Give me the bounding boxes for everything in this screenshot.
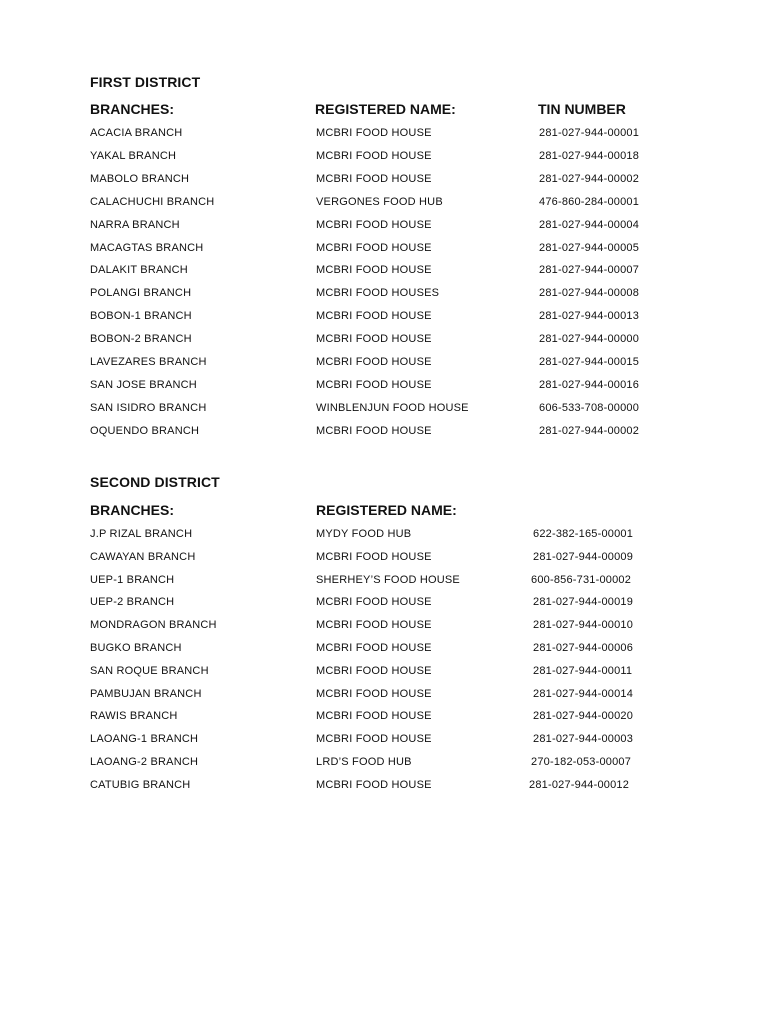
registered-name-cell: MCBRI FOOD HOUSE xyxy=(316,333,432,346)
table-row xyxy=(0,150,768,172)
tin-cell: 281-027-944-00006 xyxy=(533,642,634,654)
branch-cell: SAN ROQUE BRANCH xyxy=(90,664,209,677)
table-row xyxy=(0,779,768,801)
tin-cell: 281-027-944-00016 xyxy=(539,378,640,391)
registered-name-cell: MCBRI FOOD HOUSE xyxy=(316,619,432,632)
tin-cell: 600-856-731-00002 xyxy=(531,573,632,586)
registered-name-cell: WINBLENJUN FOOD HOUSE xyxy=(316,401,469,414)
table-row xyxy=(0,379,768,401)
tin-cell: 281-027-944-00013 xyxy=(539,310,640,323)
table-row xyxy=(0,425,768,447)
table-row xyxy=(0,619,768,641)
registered-name-cell: MCBRI FOOD HOUSE xyxy=(316,149,432,162)
tin-cell: 281-027-944-00010 xyxy=(533,619,634,632)
registered-name-cell: VERGONES FOOD HUB xyxy=(316,195,443,208)
registered-name-cell: MCBRI FOOD HOUSE xyxy=(316,127,432,139)
registered-name-cell: MCBRI FOOD HOUSE xyxy=(316,733,432,746)
branch-cell: CAWAYAN BRANCH xyxy=(90,550,196,563)
table-row xyxy=(0,219,768,241)
table-row xyxy=(0,310,768,332)
registered-name-cell: MYDY FOOD HUB xyxy=(316,528,412,540)
tin-cell: 281-027-944-00004 xyxy=(539,218,640,231)
registered-name-cell: MCBRI FOOD HOUSE xyxy=(316,218,432,231)
table-row xyxy=(0,264,768,286)
table-row xyxy=(0,127,768,149)
table-row xyxy=(0,574,768,596)
first-district-title: FIRST DISTRICT xyxy=(90,74,201,90)
registered-name-cell: MCBRI FOOD HOUSE xyxy=(316,550,432,563)
registered-name-cell: MCBRI FOOD HOUSE xyxy=(316,310,432,323)
branch-cell: SAN JOSE BRANCH xyxy=(90,378,197,391)
branch-cell: BUGKO BRANCH xyxy=(90,642,182,654)
tin-cell: 281-027-944-00002 xyxy=(539,172,640,185)
branch-cell: MONDRAGON BRANCH xyxy=(90,619,217,632)
table-row xyxy=(0,642,768,664)
branch-cell: MABOLO BRANCH xyxy=(90,172,190,185)
second-district-title: SECOND DISTRICT xyxy=(90,474,220,490)
registered-name-cell: LRD’S FOOD HUB xyxy=(316,756,412,768)
table-row xyxy=(0,196,768,218)
registered-name-cell: MCBRI FOOD HOUSE xyxy=(316,778,432,791)
table-row xyxy=(0,688,768,710)
tin-cell: 281-027-944-00020 xyxy=(533,710,634,723)
registered-name-cell: MCBRI FOOD HOUSE xyxy=(316,356,432,368)
registered-name-cell: MCBRI FOOD HOUSE xyxy=(316,172,432,185)
registered-name-cell: MCBRI FOOD HOUSE xyxy=(316,264,432,277)
tin-cell: 281-027-944-00008 xyxy=(539,287,640,300)
first-district-registered-name-header: REGISTERED NAME: xyxy=(315,101,456,117)
tin-cell: 281-027-944-00011 xyxy=(533,664,633,677)
registered-name-cell: MCBRI FOOD HOUSE xyxy=(316,642,432,654)
tin-cell: 281-027-944-00009 xyxy=(533,550,634,563)
tin-cell: 281-027-944-00015 xyxy=(539,356,640,368)
branch-cell: PAMBUJAN BRANCH xyxy=(90,687,202,700)
tin-cell: 606-533-708-00000 xyxy=(539,401,640,414)
registered-name-cell: MCBRI FOOD HOUSE xyxy=(316,596,432,609)
tin-cell: 281-027-944-00001 xyxy=(539,127,640,139)
branch-cell: UEP-2 BRANCH xyxy=(90,596,175,609)
branch-cell: SAN ISIDRO BRANCH xyxy=(90,401,207,414)
tin-cell: 281-027-944-00003 xyxy=(533,733,634,746)
branch-cell: POLANGI BRANCH xyxy=(90,287,192,300)
registered-name-cell: MCBRI FOOD HOUSE xyxy=(316,664,432,677)
branch-cell: UEP-1 BRANCH xyxy=(90,573,175,586)
branch-cell: ACACIA BRANCH xyxy=(90,127,183,139)
branch-cell: LAVEZARES BRANCH xyxy=(90,356,207,368)
tin-cell: 281-027-944-00002 xyxy=(539,424,640,437)
branch-cell: RAWIS BRANCH xyxy=(90,710,178,723)
branch-cell: CATUBIG BRANCH xyxy=(90,778,191,791)
branch-cell: MACAGTAS BRANCH xyxy=(90,241,204,254)
tin-cell: 281-027-944-00014 xyxy=(533,687,634,700)
table-row xyxy=(0,402,768,424)
first-district-tin-header: TIN NUMBER xyxy=(538,101,626,117)
branch-cell: BOBON-1 BRANCH xyxy=(90,310,192,323)
branch-cell: J.P RIZAL BRANCH xyxy=(90,528,193,540)
branch-cell: LAOANG-1 BRANCH xyxy=(90,733,199,746)
tin-cell: 476-860-284-00001 xyxy=(539,195,640,208)
tin-cell: 270-182-053-00007 xyxy=(531,756,632,768)
registered-name-cell: MCBRI FOOD HOUSE xyxy=(316,687,432,700)
table-row xyxy=(0,528,768,550)
tin-cell: 622-382-165-00001 xyxy=(533,528,634,540)
table-row xyxy=(0,287,768,309)
registered-name-cell: SHERHEY’S FOOD HOUSE xyxy=(316,573,460,586)
branch-cell: CALACHUCHI BRANCH xyxy=(90,195,215,208)
branch-cell: NARRA BRANCH xyxy=(90,218,180,231)
registered-name-cell: MCBRI FOOD HOUSES xyxy=(316,287,440,300)
registered-name-cell: MCBRI FOOD HOUSE xyxy=(316,710,432,723)
registered-name-cell: MCBRI FOOD HOUSE xyxy=(316,378,432,391)
table-row xyxy=(0,551,768,573)
tin-cell: 281-027-944-00012 xyxy=(529,778,630,791)
tin-cell: 281-027-944-00019 xyxy=(533,596,634,609)
branch-cell: OQUENDO BRANCH xyxy=(90,424,200,437)
branch-cell: BOBON-2 BRANCH xyxy=(90,333,192,346)
table-row xyxy=(0,596,768,618)
table-row xyxy=(0,242,768,264)
second-district-branches-header: BRANCHES: xyxy=(90,502,174,518)
branch-cell: DALAKIT BRANCH xyxy=(90,264,188,277)
table-row xyxy=(0,733,768,755)
table-row xyxy=(0,756,768,778)
table-row xyxy=(0,356,768,378)
registered-name-cell: MCBRI FOOD HOUSE xyxy=(316,241,432,254)
tin-cell: 281-027-944-00018 xyxy=(539,149,640,162)
branch-cell: LAOANG-2 BRANCH xyxy=(90,756,199,768)
first-district-branches-header: BRANCHES: xyxy=(90,101,174,117)
branch-cell: YAKAL BRANCH xyxy=(90,149,177,162)
tin-cell: 281-027-944-00000 xyxy=(539,333,640,346)
registered-name-cell: MCBRI FOOD HOUSE xyxy=(316,424,432,437)
second-district-registered-name-header: REGISTERED NAME: xyxy=(316,502,457,518)
table-row xyxy=(0,710,768,732)
tin-cell: 281-027-944-00005 xyxy=(539,241,640,254)
table-row xyxy=(0,173,768,195)
tin-cell: 281-027-944-00007 xyxy=(539,264,640,277)
table-row xyxy=(0,333,768,355)
table-row xyxy=(0,665,768,687)
